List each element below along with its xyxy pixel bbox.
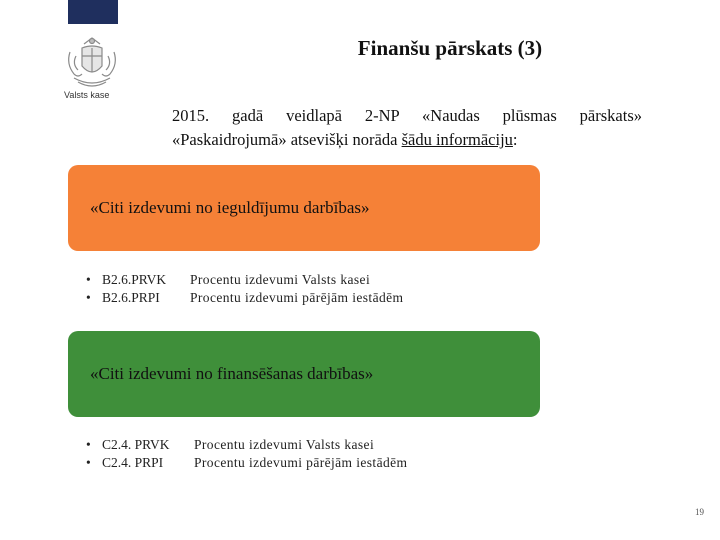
page-title: Finanšu pārskats (3) — [357, 36, 543, 60]
item-description: Procentu izdevumi pārējām iestādēm — [194, 455, 408, 470]
logo-text: Valsts kase — [64, 90, 110, 100]
intro-text: 2015. gadā veidlapā 2-NP «Naudas plūsmas pārskats» «Paskaidrojumā» atsevišķi norāda — [172, 106, 642, 149]
bullet-icon: • — [86, 290, 91, 305]
intro-end: : — [512, 130, 518, 149]
intro-paragraph — [172, 104, 642, 152]
page-number: 19 — [695, 507, 704, 517]
section-heading-investing — [68, 165, 540, 251]
list-item — [86, 454, 526, 472]
item-code: B2.6.PRVK — [102, 272, 167, 287]
item-code: C2.4. PRPI — [102, 455, 164, 470]
list-item — [86, 436, 526, 454]
section-heading-text: «Citi izdevumi no finansēšanas darbības» — [90, 364, 374, 383]
list-item — [86, 271, 526, 289]
section-heading-financing — [68, 331, 540, 417]
item-code: C2.4. PRVK — [102, 437, 170, 452]
item-code: B2.6.PRPI — [102, 290, 160, 305]
financing-items-list — [86, 436, 526, 472]
section-heading-text: «Citi izdevumi no ieguldījumu darbības» — [90, 198, 370, 217]
intro-underlined-text: šādu informāciju — [401, 130, 513, 149]
item-description: Procentu izdevumi Valsts kasei — [194, 437, 375, 452]
bullet-icon: • — [86, 455, 91, 470]
bullet-icon: • — [86, 437, 91, 452]
coat-of-arms-icon — [62, 34, 122, 90]
list-item — [86, 289, 526, 307]
investing-items-list — [86, 271, 526, 307]
valsts-kase-logo — [62, 34, 122, 104]
bullet-icon: • — [86, 272, 91, 287]
item-description: Procentu izdevumi Valsts kasei — [190, 272, 371, 287]
brand-top-bar — [68, 0, 118, 24]
item-description: Procentu izdevumi pārējām iestādēm — [190, 290, 404, 305]
